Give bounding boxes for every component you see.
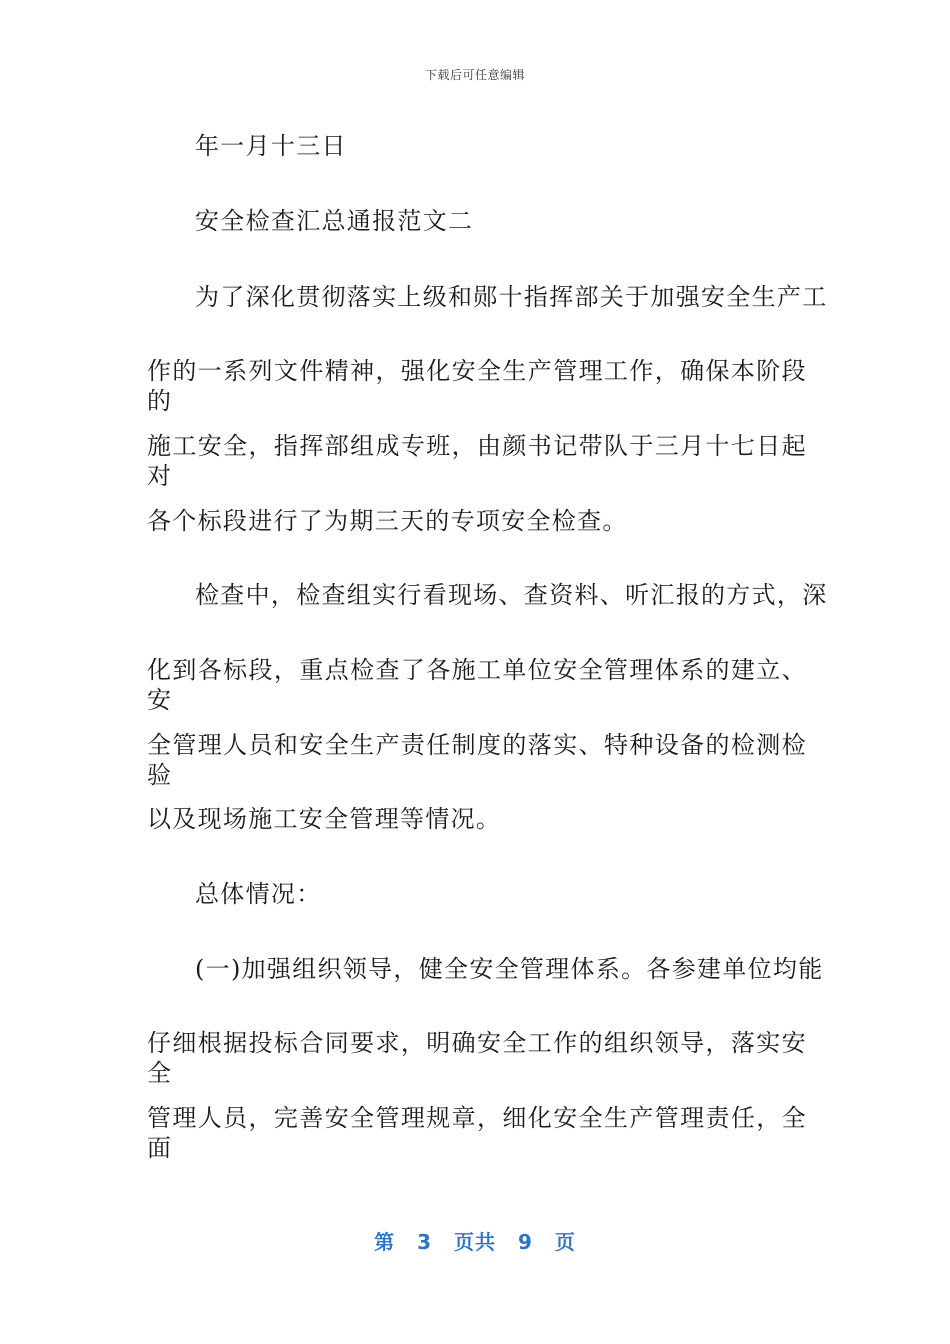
subheading: 总体情况：	[195, 880, 322, 908]
page-prefix: 第	[374, 1230, 396, 1254]
paragraph-line: 以及现场施工安全管理等情况。	[147, 805, 502, 833]
paragraph-line: 各个标段进行了为期三天的专项安全检查。	[147, 507, 628, 535]
paragraph-line: 化到各标段，重点检查了各施工单位安全管理体系的建立、安	[147, 656, 807, 714]
page-current: 3	[417, 1230, 432, 1254]
paragraph-line: 施工安全，指挥部组成专班，由颜书记带队于三月十七日起对	[147, 432, 807, 490]
paragraph-line: (一)加强组织领导，健全安全管理体系。各参建单位均能	[195, 955, 824, 983]
section-title: 安全检查汇总通报范文二	[195, 207, 474, 235]
paragraph-line: 全管理人员和安全生产责任制度的落实、特种设备的检测检验	[147, 731, 807, 789]
page-number-footer	[0, 1226, 950, 1255]
paragraph-line: 检查中，检查组实行看现场、查资料、听汇报的方式，深	[195, 581, 828, 609]
date-line: 年一月十三日	[195, 132, 347, 160]
page-suffix: 页	[554, 1230, 576, 1254]
page-total: 9	[518, 1230, 533, 1254]
page-middle: 页共	[454, 1230, 496, 1254]
header-note: 下载后可任意编辑	[424, 68, 525, 82]
paragraph-line: 管理人员，完善安全管理规章，细化安全生产管理责任，全面	[147, 1104, 807, 1162]
paragraph-line: 作的一系列文件精神，强化安全生产管理工作，确保本阶段的	[147, 357, 807, 415]
paragraph-line: 为了深化贯彻落实上级和郧十指挥部关于加强安全生产工	[195, 283, 828, 311]
paragraph-line: 仔细根据投标合同要求，明确安全工作的组织领导，落实安全	[147, 1029, 807, 1087]
